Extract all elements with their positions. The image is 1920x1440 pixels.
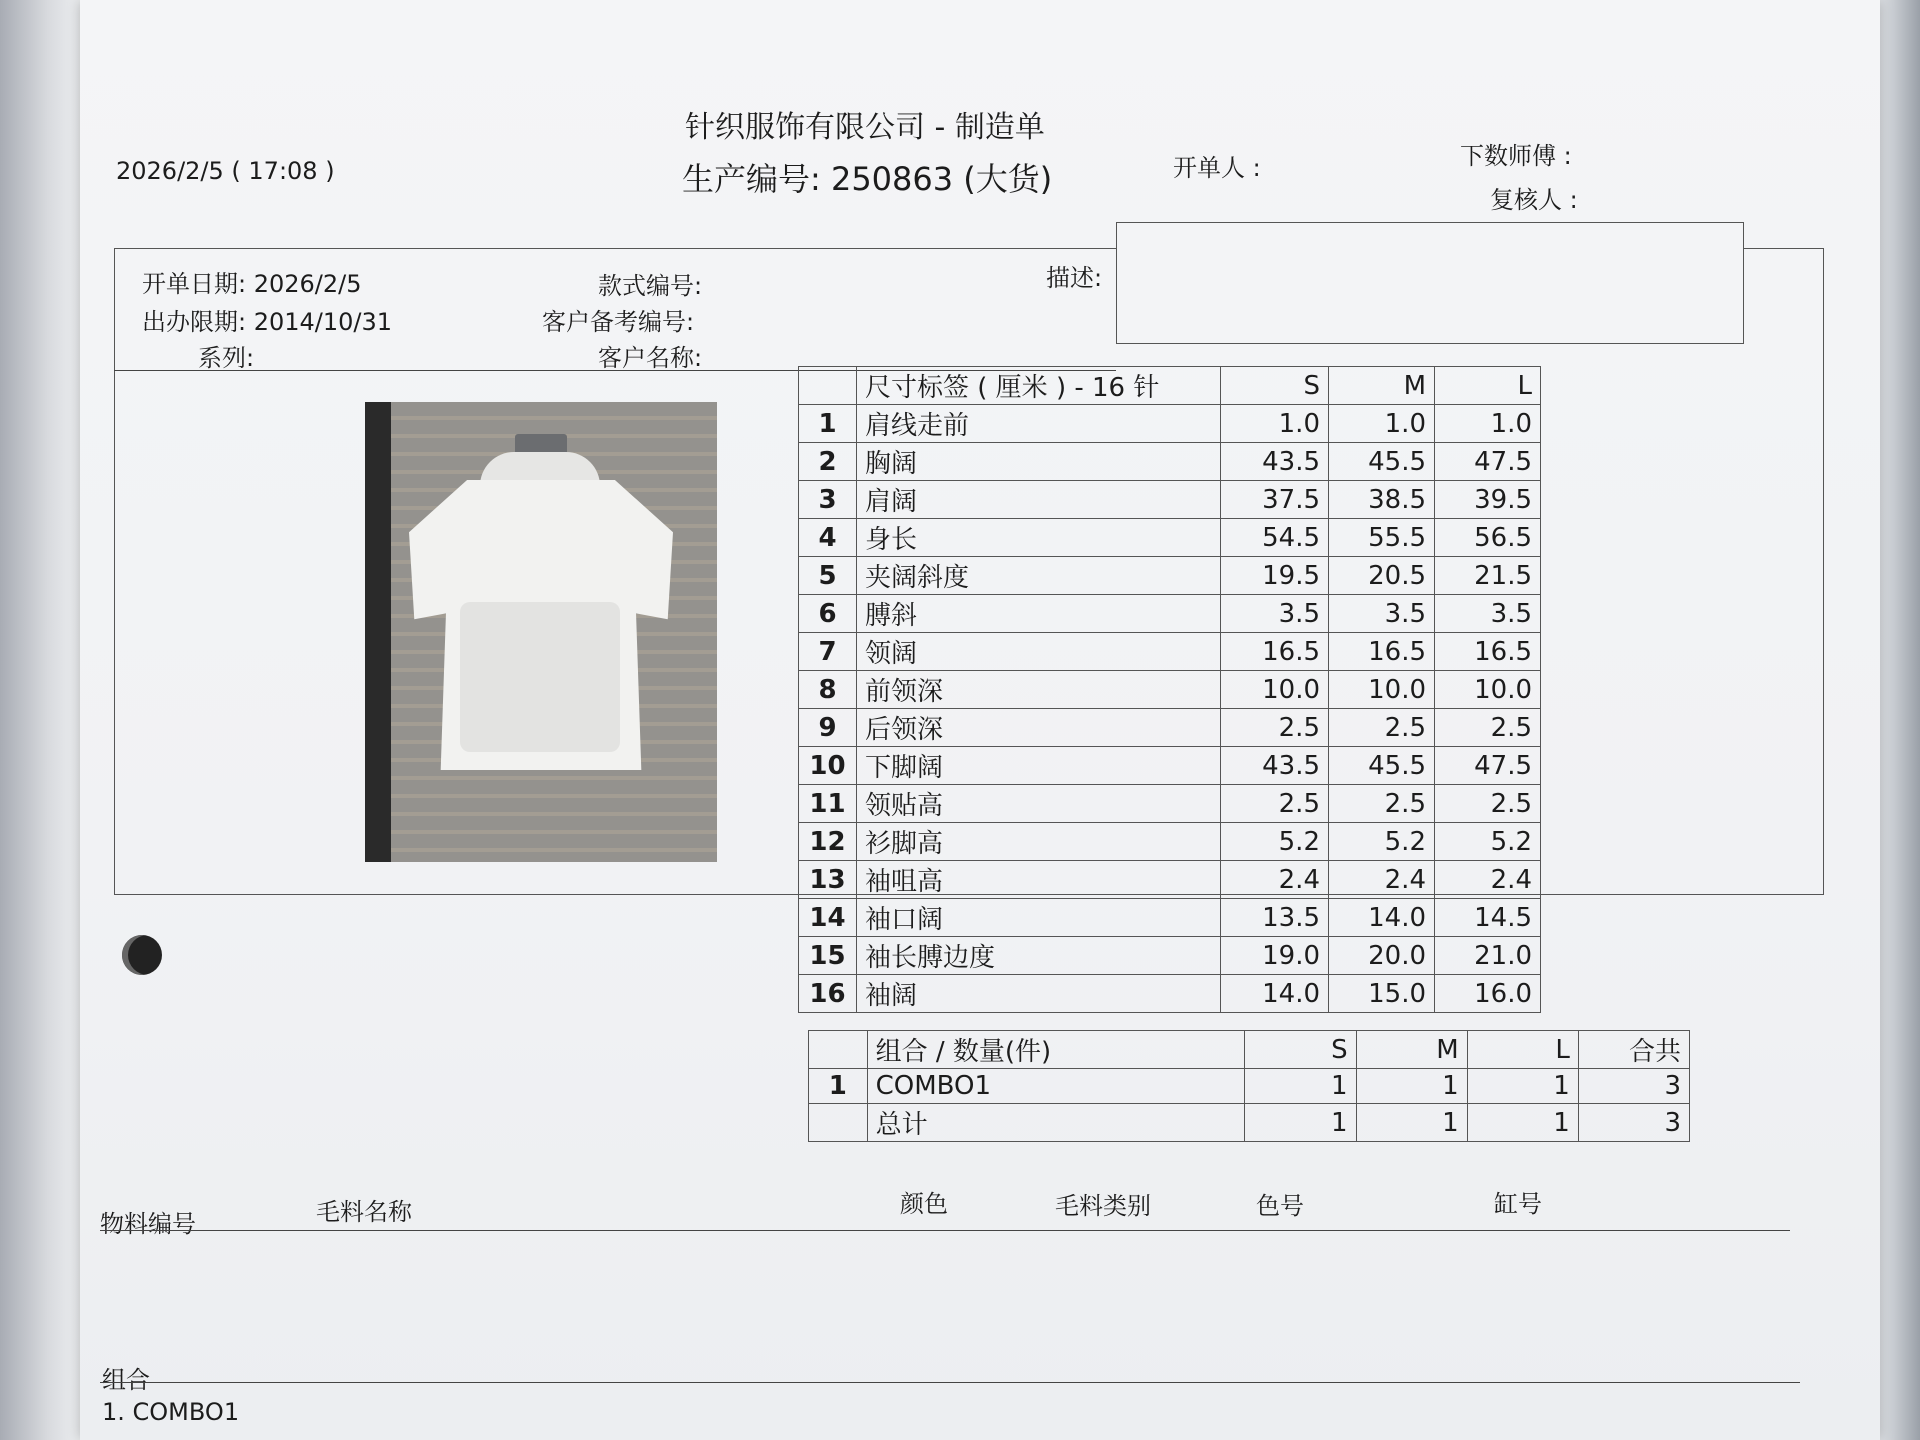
size-s-value: 5.2 bbox=[1221, 823, 1329, 861]
row-number: 12 bbox=[799, 823, 857, 861]
size-s-value: 14.0 bbox=[1221, 975, 1329, 1013]
measurement-name: 袖阔 bbox=[857, 975, 1221, 1013]
size-m-value: 10.0 bbox=[1329, 671, 1435, 709]
size-s-value: 2.4 bbox=[1221, 861, 1329, 899]
row-number: 1 bbox=[809, 1069, 868, 1104]
row-number: 9 bbox=[799, 709, 857, 747]
color-number-header: 色号 bbox=[1256, 1192, 1304, 1220]
size-m-value: 14.0 bbox=[1329, 899, 1435, 937]
size-header-s: S bbox=[1221, 367, 1329, 405]
size-l-value: 39.5 bbox=[1435, 481, 1541, 519]
size-m-value: 45.5 bbox=[1329, 747, 1435, 785]
opener-label: 开单人 : bbox=[1173, 154, 1261, 182]
color-header: 颜色 bbox=[900, 1190, 948, 1218]
size-s-value: 19.0 bbox=[1221, 937, 1329, 975]
measurement-name: 身长 bbox=[857, 519, 1221, 557]
measurement-name: 膊斜 bbox=[857, 595, 1221, 633]
background-right bbox=[1880, 0, 1920, 1440]
qty-s-value: 1 bbox=[1245, 1069, 1356, 1104]
measurement-name: 胸阔 bbox=[857, 443, 1221, 481]
qty-header-m: M bbox=[1356, 1031, 1467, 1069]
qty-total-value: 3 bbox=[1578, 1069, 1689, 1104]
quantity-row bbox=[809, 1069, 1690, 1104]
size-l-value: 2.4 bbox=[1435, 861, 1541, 899]
size-l-value: 47.5 bbox=[1435, 443, 1541, 481]
size-l-value: 14.5 bbox=[1435, 899, 1541, 937]
size-spec-table bbox=[798, 366, 1541, 1013]
measurement-name: 领贴高 bbox=[857, 785, 1221, 823]
size-s-value: 43.5 bbox=[1221, 443, 1329, 481]
description-box bbox=[1116, 222, 1744, 344]
yarn-type-header: 毛料类别 bbox=[1055, 1192, 1151, 1220]
size-m-value: 2.5 bbox=[1329, 709, 1435, 747]
combo-item: 1. COMBO1 bbox=[102, 1398, 240, 1426]
size-row bbox=[799, 405, 1541, 443]
size-row bbox=[799, 481, 1541, 519]
size-table-title: 尺寸标签 ( 厘米 ) - 16 针 bbox=[857, 367, 1221, 405]
qty-header-total: 合共 bbox=[1578, 1031, 1689, 1069]
size-m-value: 3.5 bbox=[1329, 595, 1435, 633]
background-left bbox=[0, 0, 80, 1440]
size-header-m: M bbox=[1329, 367, 1435, 405]
size-l-value: 5.2 bbox=[1435, 823, 1541, 861]
size-l-value: 2.5 bbox=[1435, 709, 1541, 747]
size-l-value: 2.5 bbox=[1435, 785, 1541, 823]
open-date: 开单日期: 2026/2/5 bbox=[142, 270, 362, 298]
size-l-value: 1.0 bbox=[1435, 405, 1541, 443]
size-m-value: 15.0 bbox=[1329, 975, 1435, 1013]
size-table-header bbox=[799, 367, 1541, 405]
size-row bbox=[799, 747, 1541, 785]
size-l-value: 21.0 bbox=[1435, 937, 1541, 975]
measurement-name: 夹阔斜度 bbox=[857, 557, 1221, 595]
manufacturing-order-sheet bbox=[80, 0, 1880, 1440]
dye-lot-header: 缸号 bbox=[1494, 1190, 1542, 1218]
size-m-value: 16.5 bbox=[1329, 633, 1435, 671]
row-number: 3 bbox=[799, 481, 857, 519]
size-l-value: 3.5 bbox=[1435, 595, 1541, 633]
size-row bbox=[799, 557, 1541, 595]
combo-divider bbox=[100, 1382, 1800, 1383]
reviewer-label: 复核人 : bbox=[1490, 186, 1578, 214]
garment-photo bbox=[365, 402, 717, 862]
size-row bbox=[799, 937, 1541, 975]
size-s-value: 16.5 bbox=[1221, 633, 1329, 671]
size-l-value: 16.0 bbox=[1435, 975, 1541, 1013]
qty-header-l: L bbox=[1467, 1031, 1578, 1069]
measurement-name: 下脚阔 bbox=[857, 747, 1221, 785]
row-number: 10 bbox=[799, 747, 857, 785]
row-number: 16 bbox=[799, 975, 857, 1013]
size-row bbox=[799, 519, 1541, 557]
row-number: 13 bbox=[799, 861, 857, 899]
size-m-value: 55.5 bbox=[1329, 519, 1435, 557]
size-l-value: 16.5 bbox=[1435, 633, 1541, 671]
size-row bbox=[799, 861, 1541, 899]
combo-label: 组合 bbox=[102, 1366, 150, 1394]
series-label: 系列: bbox=[198, 344, 255, 372]
header-corner bbox=[809, 1031, 868, 1069]
customer-name-label: 客户名称: bbox=[598, 344, 703, 372]
size-l-value: 47.5 bbox=[1435, 747, 1541, 785]
quantity-row bbox=[809, 1104, 1690, 1142]
size-m-value: 20.5 bbox=[1329, 557, 1435, 595]
size-m-value: 1.0 bbox=[1329, 405, 1435, 443]
quantity-table-title: 组合 / 数量(件) bbox=[867, 1031, 1245, 1069]
row-number: 11 bbox=[799, 785, 857, 823]
size-row bbox=[799, 899, 1541, 937]
size-row bbox=[799, 633, 1541, 671]
row-number: 1 bbox=[799, 405, 857, 443]
binder-ring bbox=[122, 935, 162, 975]
qty-total-value: 3 bbox=[1578, 1104, 1689, 1142]
row-number: 7 bbox=[799, 633, 857, 671]
measurement-name: 前领深 bbox=[857, 671, 1221, 709]
qty-header-s: S bbox=[1245, 1031, 1356, 1069]
row-number: 6 bbox=[799, 595, 857, 633]
qty-l-value: 1 bbox=[1467, 1104, 1578, 1142]
qty-m-value: 1 bbox=[1356, 1104, 1467, 1142]
measurement-name: 袖咀高 bbox=[857, 861, 1221, 899]
materials-divider bbox=[100, 1230, 1790, 1231]
material-number-header: 物料编号 bbox=[100, 1210, 196, 1238]
quantity-table bbox=[808, 1030, 1690, 1142]
size-s-value: 19.5 bbox=[1221, 557, 1329, 595]
yarn-name-header: 毛料名称 bbox=[316, 1198, 412, 1226]
size-header-l: L bbox=[1435, 367, 1541, 405]
size-s-value: 1.0 bbox=[1221, 405, 1329, 443]
measurement-name: 袖口阔 bbox=[857, 899, 1221, 937]
size-l-value: 21.5 bbox=[1435, 557, 1541, 595]
size-l-value: 10.0 bbox=[1435, 671, 1541, 709]
size-s-value: 43.5 bbox=[1221, 747, 1329, 785]
size-m-value: 45.5 bbox=[1329, 443, 1435, 481]
size-row bbox=[799, 443, 1541, 481]
header-corner bbox=[799, 367, 857, 405]
print-timestamp: 2026/2/5 ( 17:08 ) bbox=[116, 157, 335, 185]
size-s-value: 37.5 bbox=[1221, 481, 1329, 519]
row-number: 8 bbox=[799, 671, 857, 709]
row-number: 2 bbox=[799, 443, 857, 481]
size-l-value: 56.5 bbox=[1435, 519, 1541, 557]
size-row bbox=[799, 671, 1541, 709]
size-s-value: 10.0 bbox=[1221, 671, 1329, 709]
size-s-value: 2.5 bbox=[1221, 709, 1329, 747]
pattern-master-label: 下数师傅 : bbox=[1460, 142, 1572, 170]
size-s-value: 54.5 bbox=[1221, 519, 1329, 557]
measurement-name: 后领深 bbox=[857, 709, 1221, 747]
combo-name: 总计 bbox=[867, 1104, 1245, 1142]
style-number-label: 款式编号: bbox=[598, 272, 703, 300]
qty-l-value: 1 bbox=[1467, 1069, 1578, 1104]
production-number: 生产编号: 250863 (大货) bbox=[682, 160, 1053, 198]
size-row bbox=[799, 785, 1541, 823]
size-m-value: 5.2 bbox=[1329, 823, 1435, 861]
size-m-value: 2.4 bbox=[1329, 861, 1435, 899]
customer-ref-label: 客户备考编号: bbox=[542, 308, 695, 336]
size-row bbox=[799, 823, 1541, 861]
size-row bbox=[799, 975, 1541, 1013]
row-number: 15 bbox=[799, 937, 857, 975]
size-s-value: 2.5 bbox=[1221, 785, 1329, 823]
size-m-value: 2.5 bbox=[1329, 785, 1435, 823]
quantity-table-header bbox=[809, 1031, 1690, 1069]
size-s-value: 13.5 bbox=[1221, 899, 1329, 937]
measurement-name: 肩线走前 bbox=[857, 405, 1221, 443]
row-number: 5 bbox=[799, 557, 857, 595]
qty-s-value: 1 bbox=[1245, 1104, 1356, 1142]
row-number bbox=[809, 1104, 868, 1142]
size-row bbox=[799, 709, 1541, 747]
description-label: 描述: bbox=[1046, 264, 1103, 292]
measurement-name: 肩阔 bbox=[857, 481, 1221, 519]
size-s-value: 3.5 bbox=[1221, 595, 1329, 633]
measurement-name: 领阔 bbox=[857, 633, 1221, 671]
size-row bbox=[799, 595, 1541, 633]
measurement-name: 衫脚高 bbox=[857, 823, 1221, 861]
deadline-date: 出办限期: 2014/10/31 bbox=[142, 308, 393, 336]
size-m-value: 38.5 bbox=[1329, 481, 1435, 519]
qty-m-value: 1 bbox=[1356, 1069, 1467, 1104]
size-m-value: 20.0 bbox=[1329, 937, 1435, 975]
combo-name: COMBO1 bbox=[867, 1069, 1245, 1104]
row-number: 4 bbox=[799, 519, 857, 557]
company-title: 针织服饰有限公司 - 制造单 bbox=[685, 110, 1045, 145]
row-number: 14 bbox=[799, 899, 857, 937]
measurement-name: 袖长膊边度 bbox=[857, 937, 1221, 975]
